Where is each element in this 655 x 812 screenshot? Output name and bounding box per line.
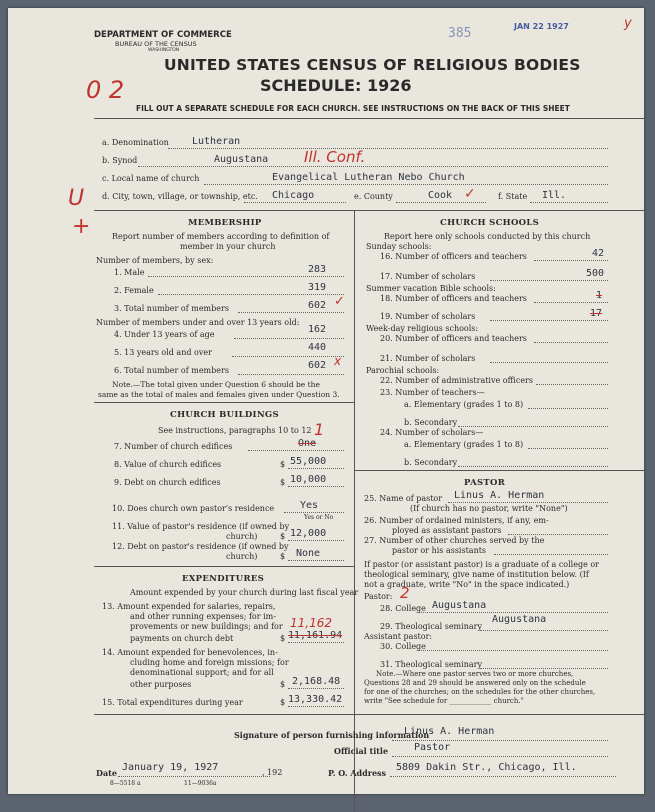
synod-value: Augustana: [214, 154, 269, 165]
county-check: ✓: [464, 186, 476, 202]
q23-label: 23. Number of teachers—: [380, 388, 485, 397]
q24b-label: b. Secondary: [404, 458, 458, 467]
pastor-instruction-3: not a graduate, write "No" in the space indicated.): [364, 580, 570, 589]
q19-value: 17: [590, 308, 603, 319]
q4-value: 162: [308, 324, 327, 335]
q28-label: 28. College: [380, 604, 426, 613]
q5-label: 5. 13 years old and over: [114, 348, 212, 357]
q17-label: 17. Number of scholars: [380, 272, 476, 281]
q24a-label: a. Elementary (grades 1 to 8): [404, 440, 524, 449]
department-label: DEPARTMENT OF COMMERCE: [94, 30, 232, 40]
q21-label: 21. Number of scholars: [380, 354, 476, 363]
q13-label-b: and other running expenses; for im-: [130, 612, 276, 621]
q11-dollar: $: [280, 532, 286, 541]
q25-value: Linus A. Herman: [454, 490, 545, 501]
members-by-age: Number of members under and over 13 years old:: [96, 318, 300, 327]
q12-label-b: church): [226, 552, 258, 561]
q4-label: 4. Under 13 years of age: [114, 330, 215, 339]
buildings-heading: CHURCH BUILDINGS: [170, 410, 279, 420]
synod-handwritten: Ill. Conf.: [304, 148, 366, 166]
q29-value: Augustana: [492, 614, 547, 625]
q8-dollar: $: [280, 460, 286, 469]
q7-struck-value: One: [298, 438, 317, 449]
q23b-label: b. Secondary: [404, 418, 458, 427]
membership-note1: Note.—The total given under Question 6 should be the: [112, 380, 320, 389]
q14-label-d: other purposes: [130, 680, 192, 689]
official-title-label: Official title: [334, 746, 389, 756]
expenditures-heading: EXPENDITURES: [182, 574, 265, 584]
q29-label: 29. Theological seminary: [380, 622, 482, 631]
q1-label: 1. Male: [114, 268, 145, 277]
q5-value: 440: [308, 342, 327, 353]
q19-label: 19. Number of scholars: [380, 312, 476, 321]
q13-label-d: payments on church debt: [130, 634, 234, 643]
q10-label: 10. Does church own pastor's residence: [112, 504, 275, 513]
date-suffix: , 192: [262, 768, 283, 777]
q6-mark: x: [334, 354, 342, 368]
po-address-label: P. O. Address: [328, 768, 387, 778]
city-label: d. City, town, village, or township, etc.: [102, 192, 258, 201]
pastor-handwritten: 2: [400, 584, 410, 602]
q28-value: Augustana: [432, 600, 487, 611]
q10-value: Yes: [300, 500, 319, 511]
q14-label-c: denominational support; and for all: [130, 668, 274, 677]
signature-value: Linus A. Herman: [404, 726, 495, 737]
q9-value: 10,000: [290, 474, 327, 485]
buildings-sub: See instructions, paragraphs 10 to 12: [158, 426, 312, 435]
assistant-subhead: Assistant pastor:: [364, 632, 433, 641]
census-form-page: [8, 8, 644, 794]
q3-value: 602: [308, 300, 327, 311]
stamp-number: 385: [448, 26, 472, 41]
summer-schools: Summer vacation Bible schools:: [366, 284, 496, 293]
membership-heading: MEMBERSHIP: [188, 218, 262, 228]
q14-dollar: $: [280, 680, 286, 689]
synod-label: b. Synod: [102, 156, 138, 165]
q6-value: 602: [308, 360, 327, 371]
schools-heading: CHURCH SCHOOLS: [440, 218, 540, 228]
q23a-label: a. Elementary (grades 1 to 8): [404, 400, 524, 409]
q11-label-a: 11. Value of pastor's residence (if owned by: [112, 522, 290, 531]
state-label: f. State: [498, 192, 528, 201]
denomination-value: Lutheran: [192, 136, 241, 147]
city-label: WASHINGTON: [148, 48, 180, 53]
q14-value: 2,168.48: [292, 676, 341, 687]
q17-value: 500: [586, 268, 605, 279]
q2-label: 2. Female: [114, 286, 154, 295]
q27-label-b: pastor or his assistants: [392, 546, 487, 555]
po-address-value: 5809 Dakin Str., Chicago, Ill.: [396, 762, 577, 773]
parochial-schools: Parochial schools:: [366, 366, 440, 375]
q26-label-a: 26. Number of ordained ministers, if any, em-: [364, 516, 549, 525]
expenditures-sub: Amount expended by your church during last fiscal year: [130, 588, 359, 597]
pastor-note-4: write "See schedule for ____________ church.": [364, 697, 524, 705]
q22-label: 22. Number of administrative officers: [380, 376, 533, 385]
weekday-schools: Week-day religious schools:: [366, 324, 479, 333]
official-title-value: Pastor: [414, 742, 451, 753]
mark-u: U: [68, 186, 85, 211]
church-name-label: c. Local name of church: [102, 174, 200, 183]
q12-label-a: 12. Debt on pastor's residence (if owned by: [112, 542, 289, 551]
mark-o2: 0 2: [86, 76, 125, 104]
city-value: Chicago: [272, 190, 315, 201]
q7-handwritten: 1: [314, 420, 325, 439]
q13-label-a: 13. Amount expended for salaries, repairs,: [102, 602, 276, 611]
sunday-schools: Sunday schools:: [366, 242, 432, 251]
date-label: Date: [96, 768, 117, 778]
q8-value: 55,000: [290, 456, 327, 467]
q14-label-a: 14. Amount expended for benevolences, in-: [102, 648, 278, 657]
q2-value: 319: [308, 282, 327, 293]
membership-sub1: Report number of members according to definition of: [112, 232, 330, 241]
pastor-heading: PASTOR: [464, 478, 506, 488]
bureau-label: BUREAU OF THE CENSUS: [115, 40, 197, 48]
pastor-note-3: for one of the churches; on the schedules for the other churches,: [364, 688, 596, 696]
q25-note: (If church has no pastor, write "None"): [410, 504, 568, 513]
members-by-sex: Number of members, by sex:: [96, 256, 214, 265]
q25-label: 25. Name of pastor: [364, 494, 443, 503]
form-number: 8—5518 a: [110, 780, 141, 787]
q12-dollar: $: [280, 552, 286, 561]
pastor-instruction-1: If pastor (or assistant pastor) is a graduate of a college or: [364, 560, 600, 569]
state-value: Ill.: [542, 190, 567, 201]
q7-label: 7. Number of church edifices: [114, 442, 233, 451]
q13-dollar: $: [280, 634, 286, 643]
q11-label-b: church): [226, 532, 258, 541]
q13-handwritten: 11,162: [290, 616, 332, 630]
q18-value: 1: [596, 290, 603, 301]
form-title: UNITED STATES CENSUS OF RELIGIOUS BODIES: [164, 56, 581, 74]
instruction-line: FILL OUT A SEPARATE SCHEDULE FOR EACH CHURCH. SEE INSTRUCTIONS ON THE BACK OF THIS SHEET: [136, 104, 570, 113]
membership-sub2: member in your church: [180, 242, 276, 251]
q9-dollar: $: [280, 478, 286, 487]
q13-label-c: provements or new buildings; and for: [130, 622, 283, 631]
q1-value: 283: [308, 264, 327, 275]
county-label: e. County: [354, 192, 393, 201]
pastor-instruction-2: theological seminary, give name of institution below. (If: [364, 570, 589, 579]
schedule-year: SCHEDULE: 1926: [260, 76, 412, 95]
q15-value: 13,330.42: [288, 694, 343, 705]
date-value: January 19, 1927: [122, 762, 219, 773]
q30-label: 30. College: [380, 642, 426, 651]
q3-check: ✓: [334, 294, 345, 309]
denomination-label: a. Denomination: [102, 138, 169, 147]
q12-value: None: [296, 548, 321, 559]
pastor-note-2: Questions 28 and 29 should be answered only on the schedule: [364, 679, 586, 687]
q14-label-b: cluding home and foreign missions; for: [130, 658, 289, 667]
signature-label: Signature of person furnishing information: [234, 730, 430, 740]
mark-plus: +: [72, 214, 91, 239]
pastor-subhead: Pastor:: [364, 592, 393, 601]
q24-label: 24. Number of scholars—: [380, 428, 484, 437]
q9-label: 9. Debt on church edifices: [114, 478, 221, 487]
q11-value: 12,000: [290, 528, 327, 539]
q16-value: 42: [592, 248, 605, 259]
schools-sub: Report here only schools conducted by this church: [384, 232, 591, 241]
q16-label: 16. Number of officers and teachers: [380, 252, 527, 261]
q20-label: 20. Number of officers and teachers: [380, 334, 527, 343]
church-name-value: Evangelical Lutheran Nebo Church: [272, 172, 465, 183]
q15-dollar: $: [280, 698, 286, 707]
q15-label: 15. Total expenditures during year: [102, 698, 243, 707]
county-value: Cook: [428, 190, 453, 201]
q13-struck-value: 11,161.94: [288, 630, 343, 641]
q26-label-b: ployed as assistant pastors: [392, 526, 502, 535]
q27-label-a: 27. Number of other churches served by the: [364, 536, 545, 545]
q3-label: 3. Total number of members: [114, 304, 229, 313]
pastor-note-1: Note.—Where one pastor serves two or more churches,: [376, 670, 574, 678]
membership-note2: same as the total of males and females given under Question 3.: [98, 390, 340, 399]
mark-y: y: [624, 16, 632, 31]
print-number: 11—9036a: [184, 780, 217, 787]
q8-label: 8. Value of church edifices: [114, 460, 222, 469]
received-date-stamp: JAN 22 1927: [514, 22, 569, 31]
q18-label: 18. Number of officers and teachers: [380, 294, 527, 303]
q6-label: 6. Total number of members: [114, 366, 229, 375]
q10-hint: Yes or No: [304, 514, 334, 521]
q31-label: 31. Theological seminary: [380, 660, 482, 669]
